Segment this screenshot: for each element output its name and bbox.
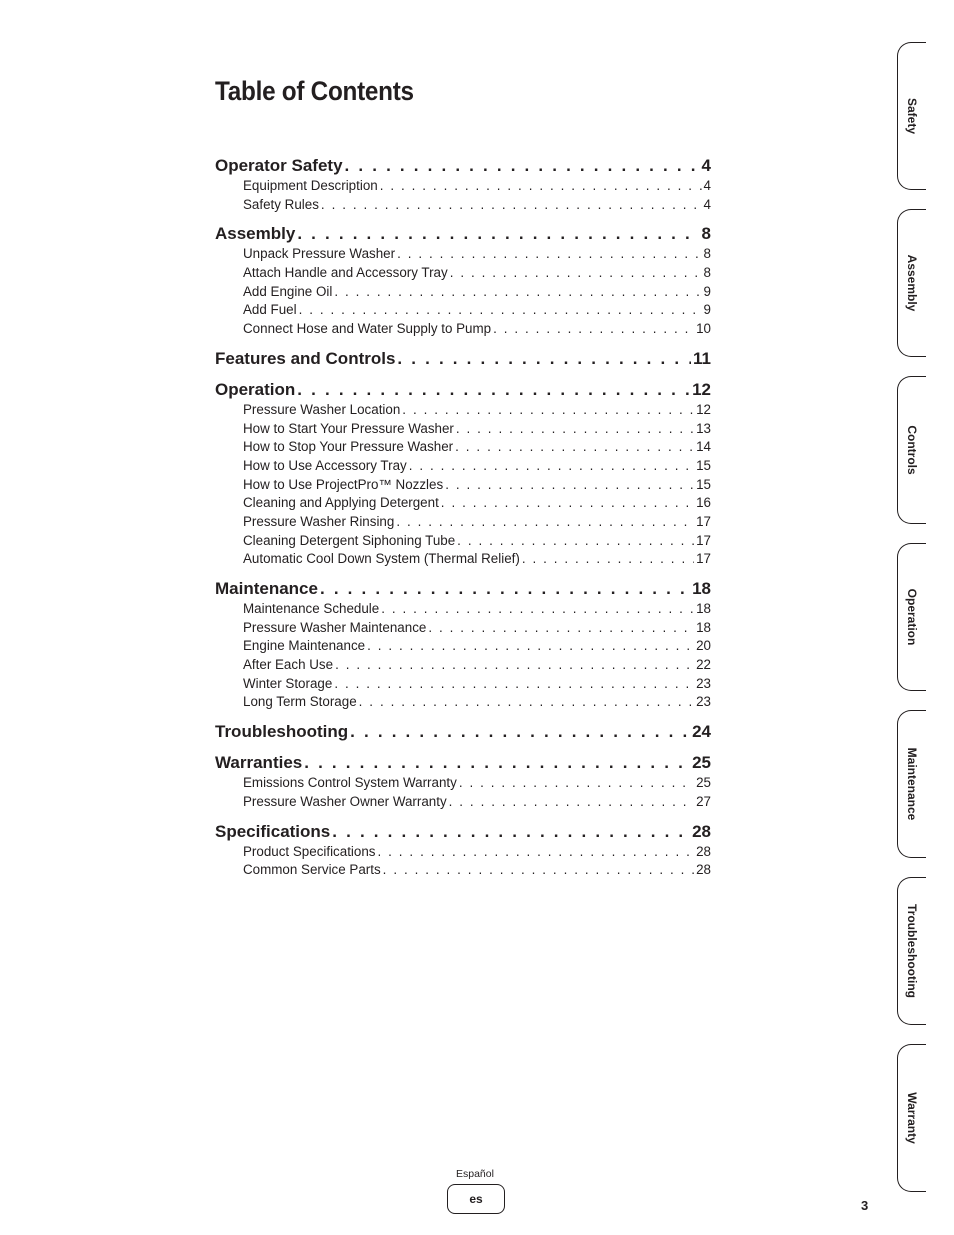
- toc-section-heading[interactable]: [215, 348, 711, 370]
- dot-leader: [334, 283, 701, 302]
- toc-section: [215, 348, 711, 370]
- toc-entry[interactable]: [215, 438, 711, 457]
- dot-leader: [402, 401, 694, 420]
- toc-section: [215, 379, 711, 569]
- toc-section-heading-label: Specifications: [215, 821, 331, 841]
- toc-entry-page: 17: [696, 551, 711, 567]
- toc-entry-label: Long Term Storage: [243, 694, 357, 710]
- dot-leader: [332, 821, 690, 843]
- toc-entry-page: 28: [696, 862, 711, 878]
- toc-section-heading-page: 18: [692, 579, 711, 598]
- toc-section: [215, 821, 711, 880]
- toc-section-heading-page: 25: [692, 753, 711, 773]
- toc-entry-label: How to Stop Your Pressure Washer: [243, 439, 454, 455]
- tab-warranty[interactable]: [897, 1044, 926, 1192]
- toc-entry-label: Pressure Washer Owner Warranty: [243, 793, 447, 809]
- toc-entry-page: 27: [696, 793, 711, 809]
- toc-entry[interactable]: [215, 513, 711, 532]
- tab-operation[interactable]: [897, 543, 926, 691]
- toc-entry[interactable]: [215, 600, 711, 619]
- toc-entry[interactable]: [215, 843, 711, 862]
- toc-entry-label: Common Service Parts: [243, 862, 381, 878]
- toc-entry-label: Connect Hose and Water Supply to Pump: [243, 321, 492, 337]
- dot-leader: [441, 494, 694, 513]
- toc-entry-label: How to Start Your Pressure Washer: [243, 420, 454, 436]
- toc-entry-page: 8: [703, 265, 711, 281]
- dot-leader: [299, 301, 702, 320]
- toc-entry-page: 8: [703, 246, 711, 262]
- toc-section-heading-label: Features and Controls: [215, 348, 396, 368]
- toc-entry-label: After Each Use: [243, 657, 334, 673]
- toc-section-heading-label: Warranties: [215, 753, 303, 773]
- toc-entry[interactable]: [215, 420, 711, 439]
- toc-entry-page: 16: [696, 495, 711, 511]
- toc-entry-page: 10: [696, 321, 711, 337]
- toc-section: [215, 752, 711, 811]
- dot-leader: [397, 245, 701, 264]
- language-button[interactable]: es: [447, 1184, 505, 1214]
- toc-entry[interactable]: [215, 401, 711, 420]
- toc-entry[interactable]: [215, 619, 711, 638]
- tab-label: Maintenance: [905, 747, 919, 821]
- tab-label: Safety: [905, 97, 919, 135]
- toc-entry-label: Pressure Washer Location: [243, 401, 401, 417]
- dot-leader: [449, 793, 694, 812]
- dot-leader: [493, 320, 694, 339]
- dot-leader: [456, 420, 694, 439]
- dot-leader: [450, 264, 702, 283]
- dot-leader: [297, 379, 690, 401]
- toc-entry[interactable]: [215, 774, 711, 793]
- toc-entry-label: Cleaning Detergent Siphoning Tube: [243, 532, 456, 548]
- toc-entry-label: How to Use Accessory Tray: [243, 457, 407, 473]
- toc-entry-label: Add Engine Oil: [243, 283, 333, 299]
- toc-entry[interactable]: [215, 301, 711, 320]
- toc-entry-page: 4: [703, 178, 711, 193]
- toc-section-heading-label: Maintenance: [215, 579, 318, 598]
- toc-entry[interactable]: [215, 656, 711, 675]
- tab-controls[interactable]: [897, 376, 926, 524]
- toc-entry-page: 9: [703, 283, 711, 299]
- toc-entry-label: How to Use ProjectPro™ Nozzles: [243, 476, 444, 492]
- toc-entry-label: Pressure Washer Maintenance: [243, 619, 427, 635]
- toc-section-heading-page: 28: [692, 821, 711, 841]
- toc-entry[interactable]: [215, 283, 711, 302]
- toc-entry-page: 12: [696, 401, 711, 417]
- toc-entry-label: Unpack Pressure Washer: [243, 246, 396, 262]
- toc-section: [215, 155, 711, 214]
- toc-section-heading[interactable]: [215, 721, 711, 743]
- toc-entry[interactable]: [215, 637, 711, 656]
- dot-leader: [297, 223, 699, 245]
- toc-entry-label: Winter Storage: [243, 675, 333, 691]
- dot-leader: [383, 861, 694, 880]
- dot-leader: [397, 348, 691, 370]
- toc-entry-label: Engine Maintenance: [243, 638, 366, 654]
- page-title: Table of Contents: [215, 76, 414, 106]
- toc-section-heading-page: 11: [693, 348, 711, 368]
- dot-leader: [409, 457, 694, 476]
- toc-entry[interactable]: [215, 245, 711, 264]
- toc-entry-page: 25: [696, 775, 711, 791]
- tab-label: Operation: [905, 588, 919, 646]
- toc-entry-page: 9: [703, 302, 711, 318]
- toc-entry-page: 23: [696, 694, 711, 710]
- toc-entry[interactable]: [215, 532, 711, 551]
- toc-entry-page: 13: [696, 420, 711, 436]
- toc-entry[interactable]: [215, 196, 711, 215]
- toc-entry-label: Automatic Cool Down System (Thermal Relief): [243, 551, 520, 567]
- tab-label: Troubleshooting: [905, 904, 919, 998]
- toc-section-heading[interactable]: [215, 752, 711, 774]
- page-number: 3: [861, 1198, 869, 1213]
- toc-section-heading-label: Assembly: [215, 224, 296, 244]
- toc-entry[interactable]: [215, 494, 711, 513]
- toc-section-heading-page: 12: [692, 379, 711, 399]
- dot-leader: [459, 774, 694, 793]
- toc-entry-label: Attach Handle and Accessory Tray: [243, 265, 448, 281]
- toc-entry[interactable]: [215, 320, 711, 339]
- dot-leader: [367, 637, 694, 656]
- toc-section-heading-label: Operator Safety: [215, 156, 343, 175]
- toc-entry[interactable]: [215, 675, 711, 694]
- toc-section-heading-page: 4: [701, 156, 711, 175]
- tab-label: Warranty: [905, 1092, 919, 1144]
- toc-section-heading-label: Troubleshooting: [215, 722, 349, 742]
- dot-leader: [320, 578, 690, 600]
- dot-leader: [345, 155, 700, 177]
- dot-leader: [350, 721, 690, 743]
- dot-leader: [380, 177, 702, 196]
- tab-assembly[interactable]: [897, 209, 926, 357]
- tab-safety[interactable]: [897, 42, 926, 190]
- toc-section-heading[interactable]: [215, 379, 711, 401]
- toc-entry-label: Add Fuel: [243, 302, 297, 318]
- toc-section-heading[interactable]: [215, 578, 711, 600]
- toc-entry[interactable]: [215, 793, 711, 812]
- toc-entry-page: 18: [696, 619, 711, 635]
- dot-leader: [334, 675, 694, 694]
- toc-section-heading-label: Operation: [215, 379, 296, 399]
- dot-leader: [457, 532, 694, 551]
- toc-entry-page: 17: [696, 513, 711, 529]
- toc-entry-label: Cleaning and Applying Detergent: [243, 495, 439, 511]
- dot-leader: [381, 600, 694, 619]
- tab-troubleshooting[interactable]: [897, 877, 926, 1025]
- dot-leader: [455, 438, 694, 457]
- toc-section-heading[interactable]: [215, 155, 711, 177]
- toc-entry-label: Emissions Control System Warranty: [243, 775, 457, 791]
- toc-entry-page: 22: [696, 657, 711, 673]
- toc-entry-label: Maintenance Schedule: [243, 601, 380, 616]
- toc-entry[interactable]: [215, 457, 711, 476]
- toc-entry-label: Product Specifications: [243, 843, 376, 859]
- toc-section: [215, 721, 711, 743]
- table-of-contents: [215, 155, 711, 889]
- dot-leader: [304, 752, 690, 774]
- toc-entry-label: Safety Rules: [243, 196, 319, 212]
- tab-label: Assembly: [905, 254, 919, 312]
- dot-leader: [321, 196, 702, 215]
- toc-entry-page: 23: [696, 675, 711, 691]
- dot-leader: [428, 619, 694, 638]
- toc-section: [215, 223, 711, 338]
- toc-entry-page: 14: [696, 439, 711, 455]
- toc-entry-page: 15: [696, 476, 711, 492]
- toc-entry[interactable]: [215, 264, 711, 283]
- tab-label: Controls: [905, 425, 919, 475]
- dot-leader: [396, 513, 694, 532]
- dot-leader: [359, 693, 694, 712]
- dot-leader: [378, 843, 695, 862]
- toc-section-heading[interactable]: [215, 821, 711, 843]
- language-label: Español: [456, 1168, 494, 1180]
- toc-entry-page: 4: [703, 196, 711, 212]
- dot-leader: [335, 656, 694, 675]
- toc-entry[interactable]: [215, 476, 711, 495]
- toc-entry[interactable]: [215, 693, 711, 712]
- toc-entry-page: 17: [696, 532, 711, 548]
- toc-entry[interactable]: [215, 177, 711, 196]
- toc-entry[interactable]: [215, 861, 711, 880]
- toc-entry-label: Equipment Description: [243, 178, 378, 193]
- toc-section-heading[interactable]: [215, 223, 711, 245]
- toc-entry[interactable]: [215, 550, 711, 569]
- dot-leader: [522, 550, 694, 569]
- toc-entry-label: Pressure Washer Rinsing: [243, 513, 395, 529]
- tab-maintenance[interactable]: [897, 710, 926, 858]
- toc-entry-page: 15: [696, 457, 711, 473]
- toc-section-heading-page: 8: [701, 224, 711, 244]
- toc-section-heading-page: 24: [692, 722, 711, 742]
- dot-leader: [445, 476, 694, 495]
- toc-section: [215, 578, 711, 712]
- toc-entry-page: 28: [696, 843, 711, 859]
- toc-entry-page: 20: [696, 638, 711, 654]
- toc-entry-page: 18: [696, 601, 711, 616]
